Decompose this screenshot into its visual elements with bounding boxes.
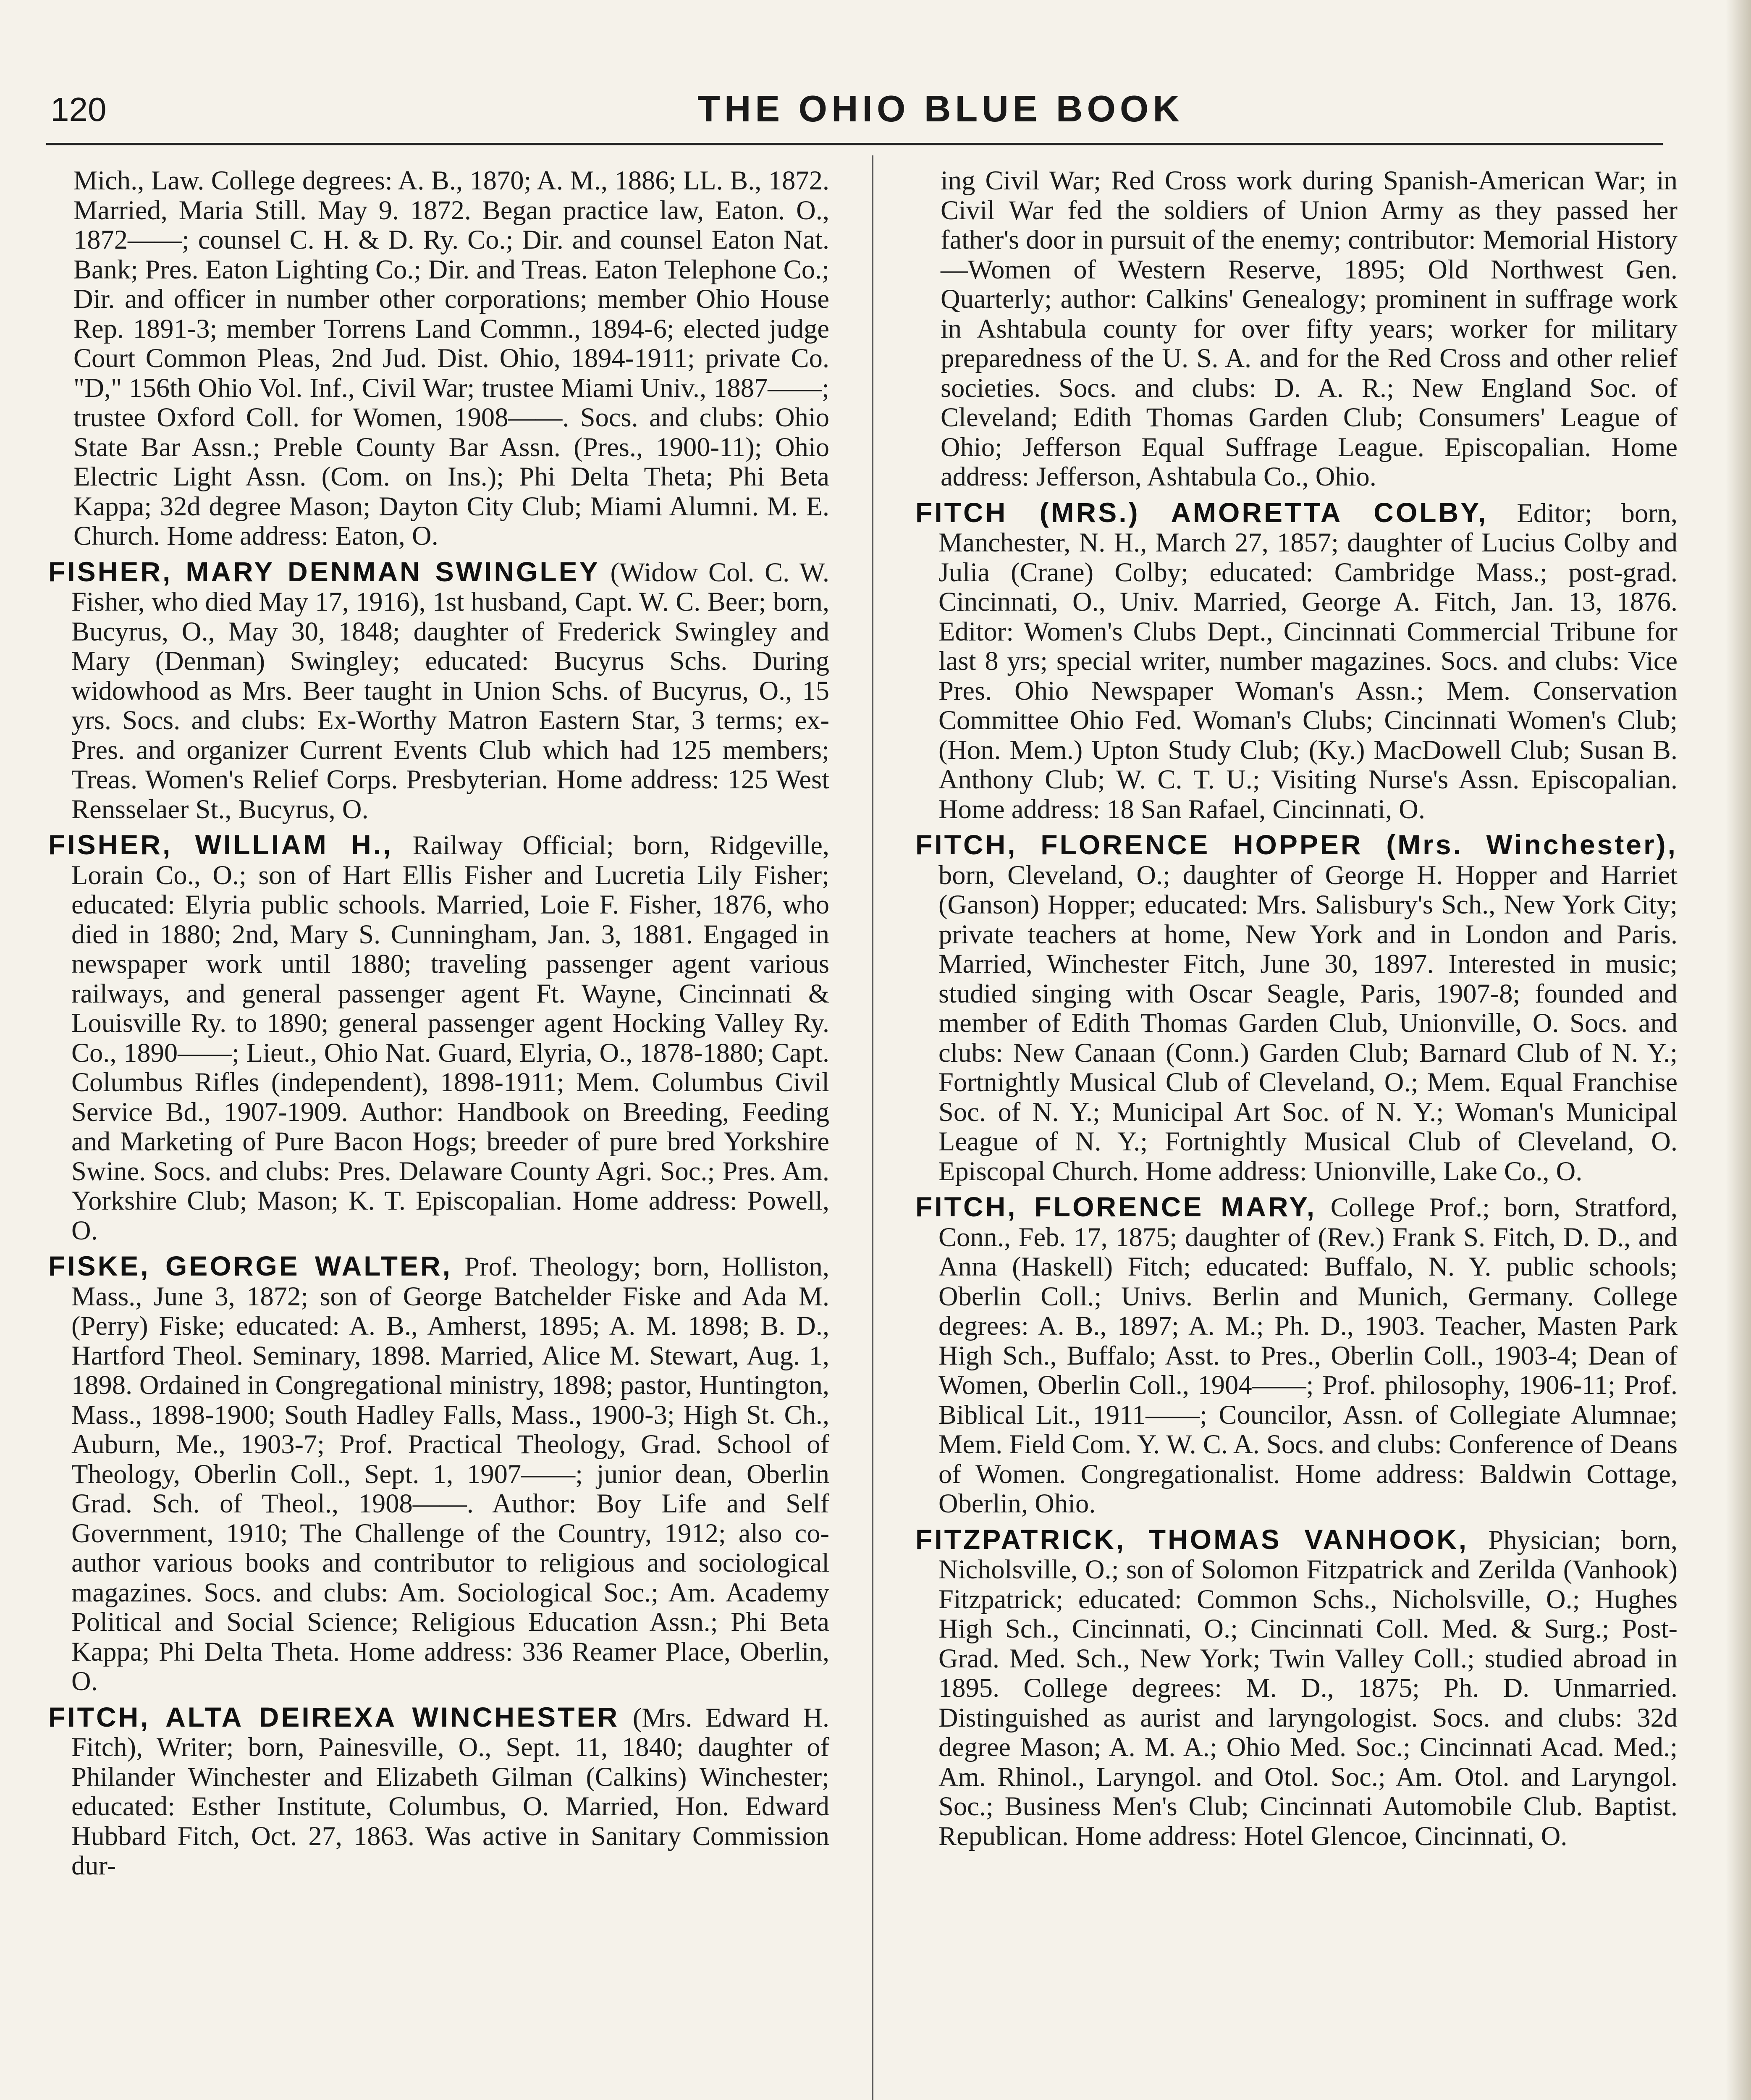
page-spine-shadow <box>1726 0 1751 2100</box>
entry-text: (Mrs. Edward H. Fitch), Writer; born, Painesville, O., Sept. 11, 1840; daughter of Philander Winchester and Elizabeth Gilman (Calkins) Winchester; educated: Esther Institute, Columbus, O. Married, Hon. Edward Hubbard Fitch, Oct. 27, 1863. Was active in Sanitary Commission dur- <box>71 1702 829 1880</box>
entry-name: FITCH, ALTA DEIREXA WINCHESTER <box>48 1701 620 1732</box>
entry-text: Railway Official; born, Ridgeville, Lorain Co., O.; son of Hart Ellis Fisher and Lucretia Lily Fisher; educated: Elyria public schools. Married, Loie F. Fisher, 1876, who died in 1880; 2nd, Mary S. Cunningham, Jan. 3, 1881. Engaged in newspaper work until 1880; traveling passenger agent various railways, and general passenger agent Ft. Wayne, Cincinnati & Louisville Ry. to 1890; general passenger agent Hocking Valley Ry. Co., 1890——; Lieut., Ohio Nat. Guard, Elyria, O., 1878-1880; Capt. Columbus Rifles (independent), 1898-1911; Mem. Columbus Civil Service Bd., 1907-1909. Author: Handbook on Breeding, Feeding and Marketing of Pure Bacon Hogs; breeder of pure bred Yorkshire Swine. Socs. and clubs: Pres. Delaware County Agri. Soc.; Pres. Am. Yorkshire Club; Mason; K. T. Episcopalian. Home address: Powell, O. <box>71 830 829 1245</box>
page-number: 120 <box>50 91 107 128</box>
biography-entry <box>915 498 1678 824</box>
entry-name: FITCH (MRS.) AMORETTA COLBY, <box>915 496 1488 528</box>
left-column <box>48 166 829 1881</box>
entry-text: ing Civil War; Red Cross work during Spanish-American War; in Civil War fed the soldiers of Union Army as they passed her father's door in pursuit of the enemy; contributor: Memorial History—Women of Western Reserve, 1895; Old Northwest Gen. Quarterly; author: Calkins' Genealogy; prominent in suffrage work in Ashtabula county for over fifty years; worker for military preparedness of the U. S. A. and for the Red Cross and other relief societies. Socs. and clubs: D. A. R.; New England Soc. of Cleveland; Edith Thomas Garden Club; Consumers' League of Ohio; Jefferson Equal Suffrage League. Episcopalian. Home address: Jefferson, Ashtabula Co., Ohio. <box>941 165 1678 491</box>
biography-entry <box>48 557 829 824</box>
right-column <box>915 166 1678 1851</box>
biography-entry <box>915 1525 1678 1851</box>
biography-entry <box>48 166 829 551</box>
column-divider <box>872 155 873 2100</box>
entry-name: FITCH, FLORENCE HOPPER (Mrs. Winchester), <box>915 829 1678 860</box>
entry-name: FITZPATRICK, THOMAS VANHOOK, <box>915 1523 1469 1555</box>
biography-entry <box>48 1251 829 1696</box>
running-title: THE OHIO BLUE BOOK <box>697 88 1184 129</box>
biography-entry <box>48 1702 829 1881</box>
entry-text: Prof. Theology; born, Holliston, Mass., June 3, 1872; son of George Batchelder Fiske and Ada M. (Perry) Fiske; educated: A. B., Amherst, 1895; A. M. 1898; B. D., Hartford Theol. Seminary, 1898. Married, Alice M. Stewart, Aug. 1, 1898. Ordained in Congregational ministry, 1898; pastor, Huntington, Mass., 1898-1900; South Hadley Falls, Mass., 1900-3; High St. Ch., Auburn, Me., 1903-7; Prof. Practical Theology, Grad. School of Theology, Oberlin Coll., Sept. 1, 1907——; junior dean, Oberlin Grad. Sch. of Theol., 1908——. Author: Boy Life and Self Government, 1910; The Challenge of the Country, 1912; also co-author various books and contributor to religious and sociological magazines. Socs. and clubs: Am. Sociological Soc.; Am. Academy Political and Social Science; Religious Education Assn.; Phi Beta Kappa; Phi Delta Theta. Home address: 336 Reamer Place, Oberlin, O. <box>71 1252 830 1696</box>
biography-entry <box>915 166 1678 492</box>
entry-name: FISHER, MARY DENMAN SWINGLEY <box>48 556 600 587</box>
entry-text: Editor; born, Manchester, N. H., March 27, 1857; daughter of Lucius Colby and Julia (Crane) Colby; educated: Cambridge Mass.; post-grad. Cincinnati, O., Univ. Married, George A. Fitch, Jan. 13, 1876. Editor: Women's Clubs Dept., Cincinnati Commercial Tribune for last 8 yrs; special writer, number magazines. Socs. and clubs: Vice Pres. Ohio Newspaper Woman's Assn.; Mem. Conservation Committee Ohio Fed. Woman's Clubs; Cincinnati Women's Club; (Hon. Mem.) Upton Study Club; (Ky.) MacDowell Club; Susan B. Anthony Club; W. C. T. U.; Visiting Nurse's Assn. Episcopalian. Home address: 18 San Rafael, Cincinnati, O. <box>938 498 1678 824</box>
entry-name: FISKE, GEORGE WALTER, <box>48 1250 453 1281</box>
entry-text: Mich., Law. College degrees: A. B., 1870; A. M., 1886; LL. B., 1872. Married, Maria Still. May 9. 1872. Began practice law, Eaton. O., 1872——; counsel C. H. & D. Ry. Co.; Dir. and counsel Eaton Nat. Bank; Pres. Eaton Lighting Co.; Dir. and Treas. Eaton Telephone Co.; Dir. and officer in number other corporations; member Ohio House Rep. 1891-3; member Torrens Land Commn., 1894-6; elected judge Court Common Pleas, 2nd Jud. Dist. Ohio, 1894-1911; private Co. "D," 156th Ohio Vol. Inf., Civil War; trustee Miami Univ., 1887——; trustee Oxford Coll. for Women, 1908——. Socs. and clubs: Ohio State Bar Assn.; Preble County Bar Assn. (Pres., 1900-11); Ohio Electric Light Assn. (Com. on Ins.); Phi Delta Theta; Phi Beta Kappa; 32d degree Mason; Dayton City Club; Miami Alumni. M. E. Church. Home address: Eaton, O. <box>73 165 829 551</box>
entry-name: FITCH, FLORENCE MARY, <box>915 1191 1317 1222</box>
biography-entry <box>915 1192 1678 1519</box>
header-rule <box>46 143 1663 145</box>
entry-text: College Prof.; born, Stratford, Conn., Feb. 17, 1875; daughter of (Rev.) Frank S. Fitch, D. D., and Anna (Haskell) Fitch; educated: Buffalo, N. Y. public schools; Oberlin Coll.; Univs. Berlin and Munich, Germany. College degrees: A. B., 1897; A. M.; Ph. D., 1903. Teacher, Masten Park High Sch., Buffalo; Asst. to Pres., Oberlin Coll., 1903-4; Dean of Women, Oberlin Coll., 1904——; Prof. philosophy, 1906-11; Prof. Biblical Lit., 1911——; Councilor, Assn. of Collegiate Alumnae; Mem. Field Com. Y. W. C. A. Socs. and clubs: Conference of Deans of Women. Congregationalist. Home address: Baldwin Cottage, Oberlin, Ohio. <box>938 1192 1678 1518</box>
entry-text: born, Cleveland, O.; daughter of George H. Hopper and Harriet (Ganson) Hopper; educated: Mrs. Salisbury's Sch., New York City; private teachers at home, New York and in London and Paris. Married, Winchester Fitch, June 30, 1897. Interested in music; studied singing with Oscar Seagle, Paris, 1907-8; founded and member of Edith Thomas Garden Club, Unionville, O. Socs. and clubs: New Canaan (Conn.) Garden Club; Barnard Club of N. Y.; Fortnightly Musical Club of Cleveland, O.; Mem. Equal Franchise Soc. of N. Y.; Municipal Art Soc. of N. Y.; Woman's Municipal League of N. Y.; Fortnightly Musical Club of Cleveland, O. Episcopal Church. Home address: Unionville, Lake Co., O. <box>938 860 1678 1186</box>
entry-text: Physician; born, Nicholsville, O.; son of Solomon Fitzpatrick and Zerilda (Vanhook) Fitzpatrick; educated: Common Schs., Nicholsville, O.; Hughes High Sch., Cincinnati, O.; Cincinnati Coll. Med. & Surg.; Post-Grad. Med. Sch., New York; Twin Valley Coll.; studied abroad in 1895. College degrees: M. D., 1875; Ph. D. Unmarried. Distinguished as aurist and laryngologist. Socs. and clubs: 32d degree Mason; A. M. A.; Ohio Med. Soc.; Cincinnati Acad. Med.; Am. Rhinol., Laryngol. and Otol. Soc.; Am. Otol. and Laryngol. Soc.; Business Men's Club; Cincinnati Automobile Club. Baptist. Republican. Home address: Hotel Glencoe, Cincinnati, O. <box>938 1525 1678 1851</box>
biography-entry <box>48 830 829 1245</box>
entry-name: FISHER, WILLIAM H., <box>48 829 393 860</box>
entry-text: (Widow Col. C. W. Fisher, who died May 17, 1916), 1st husband, Capt. W. C. Beer; born, Bucyrus, O., May 30, 1848; daughter of Frederick Swingley and Mary (Denman) Swingley; educated: Bucyrus Schs. During widowhood as Mrs. Beer taught in Union Schs. of Bucyrus, O., 15 yrs. Socs. and clubs: Ex-Worthy Matron Eastern Star, 3 terms; ex-Pres. and organizer Current Events Club which had 125 members; Treas. Women's Relief Corps. Presbyterian. Home address: 125 West Rensselaer St., Bucyrus, O. <box>71 557 829 824</box>
biography-entry <box>915 830 1678 1186</box>
